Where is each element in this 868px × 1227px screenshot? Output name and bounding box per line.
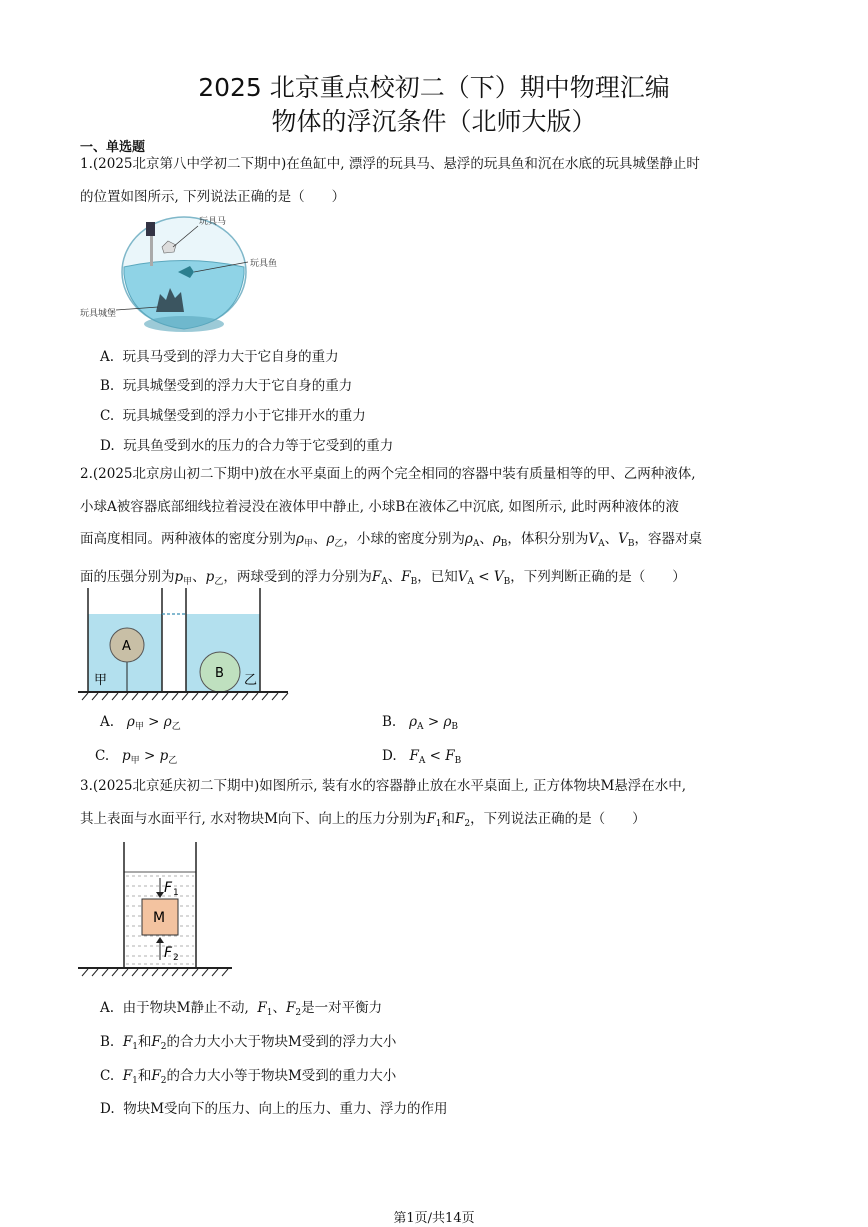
label-liquid-jia: 甲 bbox=[94, 673, 108, 688]
label-block-m: M bbox=[153, 910, 166, 926]
q1-line2: 的位置如图所示, 下列说法正确的是（ ） bbox=[80, 188, 346, 205]
q1-source: (2025北京第八中学初二下期中) bbox=[92, 156, 287, 172]
cube-in-water-figure bbox=[78, 842, 234, 982]
page-title: 2025 北京重点校初二（下）期中物理汇编 bbox=[198, 73, 670, 102]
question-1 bbox=[80, 148, 790, 213]
q2-option-b[interactable]: B. $\rho_A > \rho_B$ bbox=[382, 714, 458, 732]
q2-option-a[interactable]: A. $\rho_甲 > \rho_乙$ bbox=[100, 714, 181, 732]
ground-hatch bbox=[82, 693, 288, 700]
q1-line1: 在鱼缸中, 漂浮的玩具马、悬浮的玩具鱼和沉在水底的玩具城堡静止时 bbox=[286, 156, 700, 172]
question-2: 2.(2025北京房山初二下期中)放在水平桌面上的两个完全相同的容器中装有质量相等的甲、乙两种液体, 小球A被容器底部细线拉着浸没在液体甲中静止, 小球B在液体乙中沉底, 如图所示, 此时两种液体的液 面高度相同。两种液体的密度分别为$\rho_甲$、$\rho_乙$，小球的密度分别为$\rho_A$、$\rho_B$，体积分别为$V_A$、$V_B$，容器对桌 面的压强分别为$p_甲$、$p_乙$，两球受到的浮力分别为$F_A$、$F_B$，已知$V_A < V_B$，下列判断正确的是（ ） bbox=[80, 466, 703, 587]
question-3: 3.(2025北京延庆初二下期中)如图所示, 装有水的容器静止放在水平桌面上, 正方体物块M悬浮在水中, 其上表面与水面平行, 水对物块M向下、向上的压力分别为$F_1$和$F_2$，下列说法正确的是（ ） bbox=[80, 778, 687, 829]
q3-option-d[interactable]: D. 物块M受向下的压力、向上的压力、重力、浮力的作用 bbox=[100, 1101, 448, 1117]
section-label: 一、单选题 bbox=[80, 140, 146, 155]
ground-hatch-3 bbox=[82, 969, 228, 976]
q3-option-a[interactable]: A. 由于物块M静止不动, $F_1$、$F_2$是一对平衡力 bbox=[100, 1000, 383, 1018]
label-ball-a: A bbox=[122, 639, 131, 654]
label-toy-castle: 玩具城堡 bbox=[80, 309, 117, 319]
label-liquid-yi: 乙 bbox=[244, 673, 258, 688]
svg-text:1: 1 bbox=[173, 888, 179, 898]
q2-source: (2025北京房山初二下期中) bbox=[92, 466, 260, 482]
label-ball-b: B bbox=[215, 666, 224, 681]
q2-option-c[interactable]: C. $p_甲 > p_乙$ bbox=[95, 748, 178, 766]
svg-text:2: 2 bbox=[173, 953, 179, 963]
page-subtitle: 物体的浮沉条件（北师大版） bbox=[271, 107, 597, 136]
q3-option-b[interactable]: B. $F_1$和$F_2$的合力大小大于物块M受到的浮力大小 bbox=[100, 1034, 397, 1052]
q1-option-c[interactable]: C. 玩具城堡受到的浮力小于它排开水的重力 bbox=[100, 408, 366, 424]
page-number: 第1页/共14页 bbox=[393, 1211, 475, 1226]
q1-option-b[interactable]: B. 玩具城堡受到的浮力大于它自身的重力 bbox=[100, 378, 353, 394]
label-f2: F bbox=[164, 945, 173, 961]
q1-number: 1. bbox=[80, 156, 93, 172]
filter-icon bbox=[146, 222, 155, 236]
q3-option-c[interactable]: C. $F_1$和$F_2$的合力大小等于物块M受到的重力大小 bbox=[100, 1068, 397, 1086]
q1-option-d[interactable]: D. 玩具鱼受到水的压力的合力等于它受到的重力 bbox=[100, 438, 394, 454]
q3-source: (2025北京延庆初二下期中) bbox=[92, 778, 260, 794]
two-containers-figure bbox=[78, 588, 290, 703]
label-toy-fish: 玩具鱼 bbox=[250, 259, 278, 269]
label-f1: F bbox=[164, 880, 173, 896]
fish-tank-figure bbox=[78, 212, 278, 337]
q1-option-a[interactable]: A. 玩具马受到的浮力大于它自身的重力 bbox=[100, 349, 339, 365]
q2-option-d[interactable]: D. $F_A < F_B$ bbox=[382, 748, 462, 766]
label-toy-horse: 玩具马 bbox=[199, 217, 227, 227]
